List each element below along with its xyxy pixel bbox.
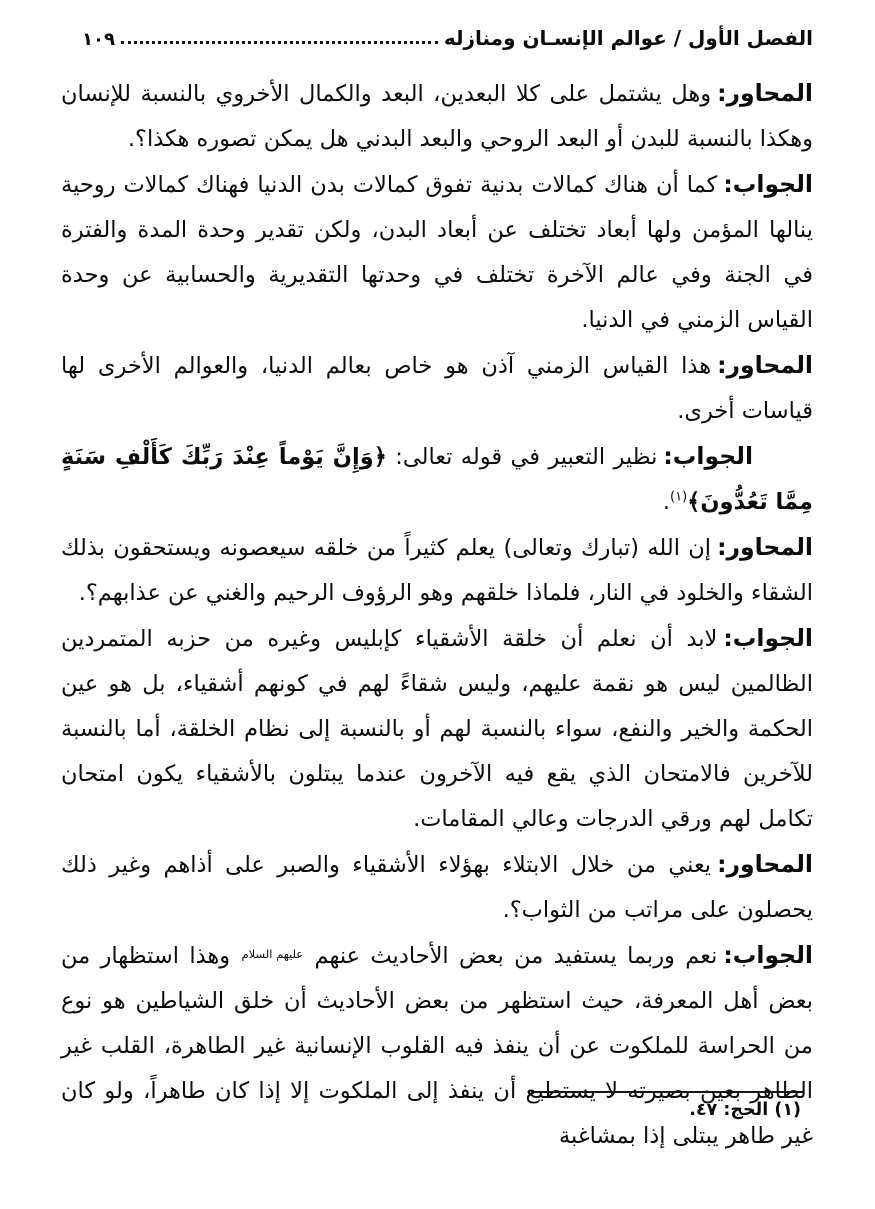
dialogue-paragraph [61,525,813,616]
dialogue-paragraph [61,71,813,162]
footnote-reference: (١) [670,489,688,505]
honorific-mark: عليهم السلام [241,947,304,961]
footnote [0,1093,801,1120]
page-body [0,50,875,1159]
speaker-label: المحاور: [717,79,813,107]
dialogue-paragraph [61,842,813,933]
paragraph-text: وهل يشتمل على كلا البعدين، البعد والكمال الأخروي بالنسبة للإنسان وهكذا بالنسبة للبدن أو البعد الروحي والبعد البدني هل يمكن تصوره هكذا؟. [61,81,813,152]
dialogue-paragraph [61,343,813,434]
paragraph-text: هذا القياس الزمني آذن هو خاص بعالم الدنيا، والعوالم الأخرى لها قياسات أخرى. [61,353,813,424]
paragraph-text: . [662,489,671,515]
quran-verse: ﴿وَإِنَّ يَوْماً عِنْدَ رَبِّكَ كَأَلْفِ سَنَةٍ مِمَّا تَعُدُّونَ﴾ [61,444,813,515]
speaker-label: المحاور: [717,850,813,878]
dots-leader [121,41,438,44]
footnote-marker: (١) [774,1100,801,1120]
dialogue-paragraph-verse [61,434,813,525]
dialogue-paragraph [61,162,813,343]
paragraph-text: إن الله (تبارك وتعالى) يعلم كثيراً من خلقه سيعصونه ويستحقون بذلك الشقاء والخلود في النار، فلماذا خلقهم وهو الرؤوف الرحيم والغني عن عذابهم؟. [61,535,813,606]
paragraph-text: لابد أن نعلم أن خلقة الأشقياء كإبليس وغيره من حزبه المتمردين الظالمين ليس هو نقمة عليهم، وليس شقاءً لهم في كونهم أشقياء، بل هو عين الحكمة والخير والنفع، سواء بالنسبة لهم أو بالنسبة إلى نظام الخلقة، أما بالنسبة للآخرين فالامتحان الذي يقع فيه الآخرون عندما يبتلون بالأشقياء يكون امتحان تكامل لهم ورقي الدرجات وعالي المقامات. [61,626,813,832]
speaker-label: الجواب: [723,941,813,969]
chapter-title: الفصل الأول / عوالم الإنسـان ومنازله [443,26,813,50]
paragraph-text: نظير التعبير في قوله تعالى: [395,444,658,470]
dialogue-paragraph [61,616,813,842]
footnote-text: الحج: ٤٧. [689,1100,769,1120]
footnote-area [0,1091,875,1120]
paragraph-text: وهذا استظهار من بعض أهل المعرفة، حيث استظهر من بعض الأحاديث أن خلق الشياطين هو نوع من الحراسة للملكوت عن أن ينفذ فيه القلوب الإنسانية غير الطاهرة، القلب غير الطاهر بعين بصيرته لا يستطيع أن ينفذ إلى الملكوت إلا إذا كان طاهراً، ولو كان غير طاهر يبتلى إذا بمشاغبة [61,943,813,1149]
speaker-label: المحاور: [717,351,813,379]
speaker-label: الجواب: [663,442,754,470]
speaker-label: الجواب: [723,170,813,198]
paragraph-text: كما أن هناك كمالات بدنية تفوق كمالات بدن الدنيا فهناك كمالات روحية ينالها المؤمن ولها أبعاد تختلف عن أبعاد البدن، ولكن تقدير وحدة المدة والفترة في الجنة وفي عالم الآخرة تختلف في وحدتها التقديرية والحسابية عن وحدة القياس الزمني في الدنيا. [61,172,813,333]
page-number: ١٠٩ [82,29,115,50]
page-header [0,0,875,50]
speaker-label: الجواب: [723,624,813,652]
paragraph-text: يعني من خلال الابتلاء بهؤلاء الأشقياء والصبر على أذاهم وغير ذلك يحصلون على مراتب من الثواب؟. [61,852,813,923]
paragraph-text: نعم وربما يستفيد من بعض الأحاديث عنهم [314,943,718,969]
dialogue-paragraph [61,933,813,1159]
speaker-label: المحاور: [717,533,813,561]
